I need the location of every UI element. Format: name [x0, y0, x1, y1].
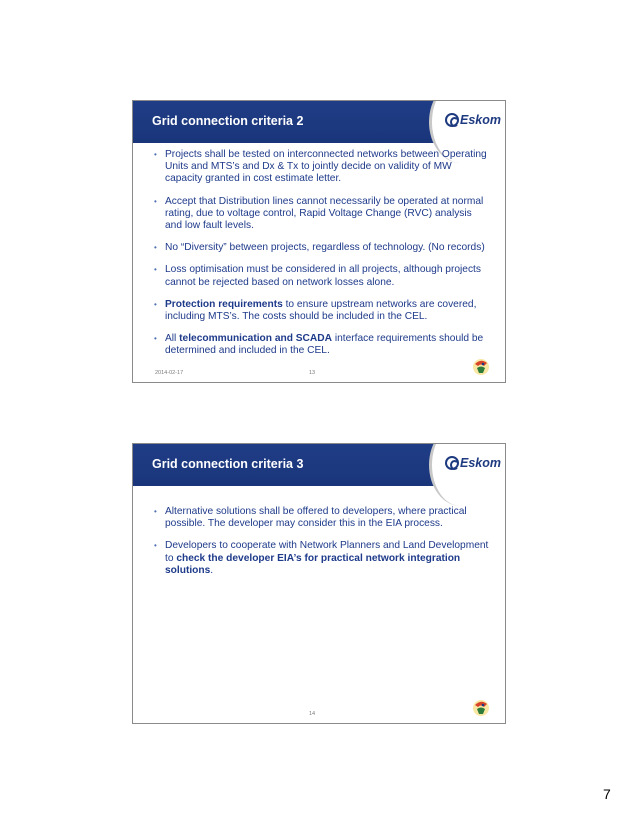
bullet-item: • Developers to cooperate with Network Planners and Land Development to check the developer EIA’s for practical network integration solutions. — [155, 540, 491, 577]
slide-header — [133, 444, 505, 486]
bullet-item: • All telecommunication and SCADA interface requirements should be determined and included in the CEL. — [155, 333, 491, 357]
slide-title: Grid connection criteria 3 — [152, 457, 304, 471]
bullet-list — [155, 506, 491, 587]
eskom-logo-icon — [445, 456, 459, 470]
bullet-item: • Projects shall be tested on interconnected networks between Operating Units and MTS’s and Dx & Tx to jointly decide on validity of MW capacity granted in cost estimate letter. — [155, 149, 491, 186]
eskom-logo — [445, 113, 501, 127]
slide-13 — [132, 100, 506, 383]
slide-header — [133, 101, 505, 143]
eskom-logo — [445, 456, 501, 470]
eskom-logo-text: Eskom — [460, 113, 501, 127]
bullet-item: • Alternative solutions shall be offered to developers, where practical possible. The developer may consider this in the EIA process. — [155, 506, 491, 530]
bullet-list — [155, 149, 491, 368]
bullet-item: • Protection requirements to ensure upstream networks are covered, including MTS’s. The costs should be included in the CEL. — [155, 299, 491, 323]
page-number: 7 — [603, 786, 611, 802]
bullet-item: • Accept that Distribution lines cannot necessarily be operated at normal rating, due to voltage control, Rapid Voltage Change (RVC) analysis and low fault levels. — [155, 196, 491, 233]
slide-date: 2014-02-17 — [155, 370, 184, 376]
mascot-icon — [471, 356, 491, 376]
eskom-logo-text: Eskom — [460, 456, 501, 470]
header-curve — [429, 443, 492, 506]
bullet-item: • Loss optimisation must be considered in all projects, although projects cannot be rejected based on network losses alone. — [155, 264, 491, 288]
mascot-icon — [471, 697, 491, 717]
slide-number: 13 — [309, 370, 316, 376]
eskom-logo-icon — [445, 113, 459, 127]
slide-title: Grid connection criteria 2 — [152, 114, 304, 128]
slide-number: 14 — [309, 711, 316, 717]
bullet-item: • No “Diversity” between projects, regardless of technology. (No records) — [155, 242, 491, 254]
slide-14 — [132, 443, 506, 724]
